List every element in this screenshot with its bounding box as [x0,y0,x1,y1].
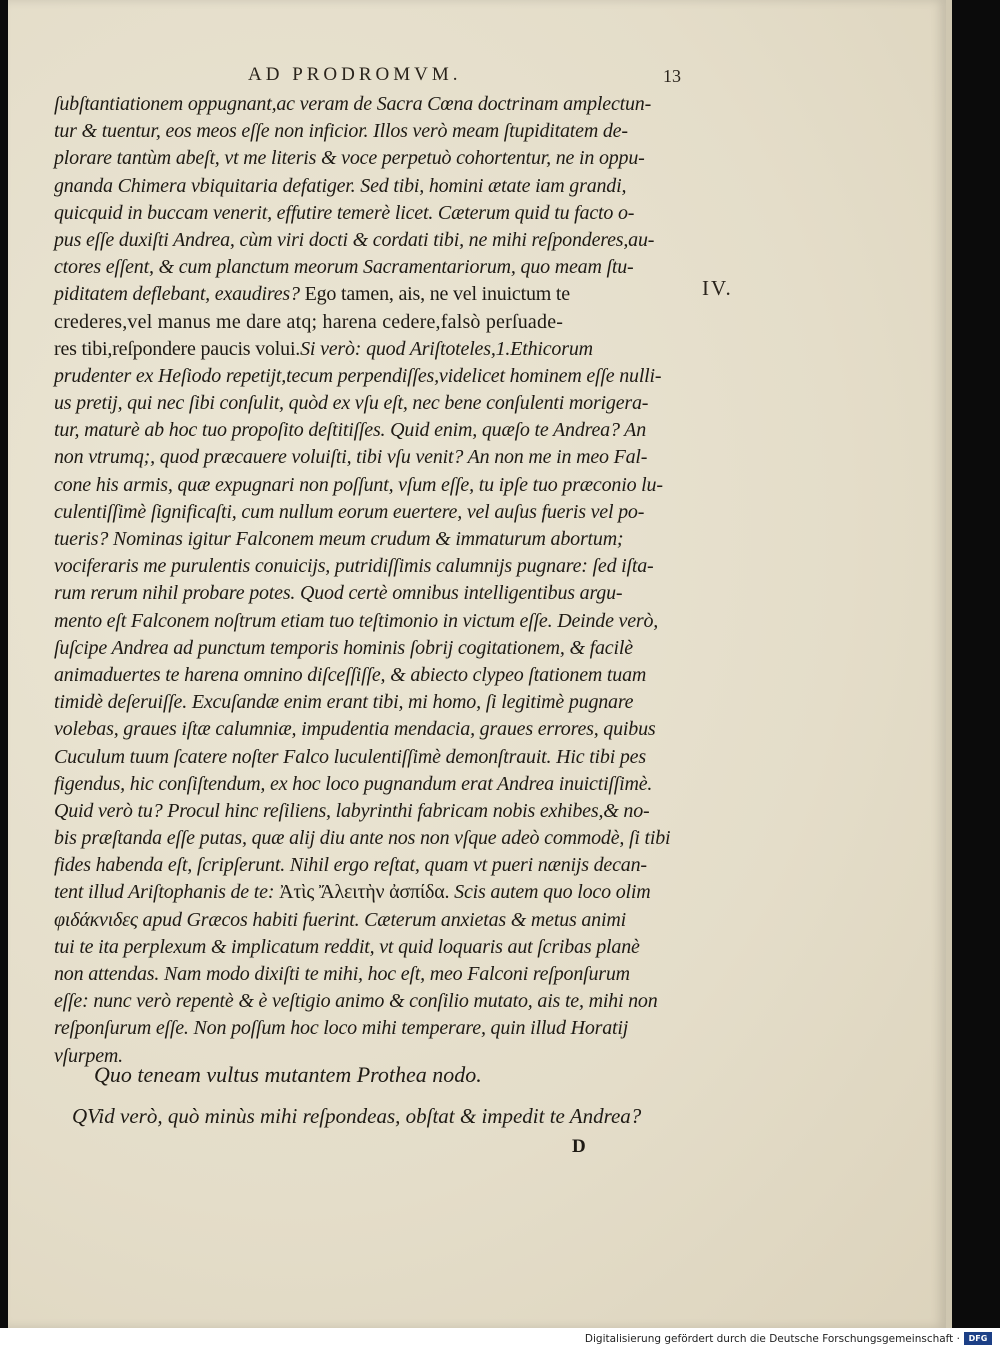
page-edge [946,0,952,1328]
text-line: timidè deſeruiſſe. Excuſandæ enim erant tibi, mi homo, ſi legitimè pugnare [54,691,634,714]
running-head: AD PRODROMVM. [248,64,462,85]
text-line: bis præſtanda eſſe putas, quæ alij diu ante nos non vſque adeò commodè, ſi tibi [54,827,671,850]
dfg-logo: DFG [964,1332,992,1345]
text-line: tui te ita perplexum & implicatum reddit, vt quid loquaris aut ſcribas planè [54,935,640,958]
text-line: Quid verò tu? Procul hinc reſiliens, labyrinthi fabricam nobis exhibes,& no- [54,799,650,822]
text-line: quicquid in buccam venerit, effutire temerè licet. Cæterum quid tu facto o- [54,201,635,224]
text-line: animaduertes te harena omnino diſceſſiſſe, & abiecto clypeo ſtationem tuam [54,663,647,686]
text-line: culentiſſimè ſignificaſti, cum nullum eorum euertere, vel auſus fueris vel po- [54,500,645,523]
text-line: volebas, graues iſtæ calumniæ, impudentia mendacia, graues errores, quibus [54,718,656,741]
text-line: cone his armis, quæ expugnari non poſſunt, vſum eſſe, tu ipſe tuo præconio lu- [54,473,663,496]
text-line: tueris? Nominas igitur Falconem meum crudum & immaturum abortum; [54,528,624,550]
text-segment: Si verò: quod Ariſtoteles,1.Ethicorum [300,337,593,360]
text-segment-roman: res tibi,reſpondere paucis volui. [54,337,301,360]
text-line: reſponſurum eſſe. Non poſſum hoc loco mihi temperare, quin illud Horatij [54,1017,629,1040]
text-segment: tent illud Ariſtophanis de te: [54,881,275,904]
text-line: tur & tuentur, eos meos eſſe non inficior. Illos verò meam ſtupiditatem de- [54,120,628,143]
text-line: ſubſtantiationem oppugnant,ac veram de Sacra Cœna doctrinam amplectun- [54,93,652,115]
text-line: ctores eſſent, & cum planctum meorum Sacramentariorum, quo meam ſtu- [54,256,634,279]
text-line [54,336,694,363]
page-number: 13 [663,66,681,86]
book-page [8,0,946,1328]
text-line: tur, maturè ab hoc tuo propoſito deſtitiſſes. Quid enim, quæſo te Andrea? An [54,419,646,442]
text-line: φιδάκνιδες apud Græcos habiti fuerint. Cæterum anxietas & metus animi [54,908,626,931]
text-segment: Scis autem quo loco olim [454,881,651,904]
text-line: vſurpem. [54,1044,123,1067]
text-line: non attendas. Nam modo dixiſti te mihi, hoc eſt, meo Falconi reſponſurum [54,963,630,985]
text-line [54,879,694,906]
greek-quote: Ἀτὶς Ἄλειτὴν ἀσπίδα. [279,881,450,904]
text-line: plorare tantùm abeſt, vt me literis & voce perpetuò cohortentur, ne in oppu- [54,147,645,170]
text-segment-roman: Ego tamen, ais, ne vel inuictum te [304,283,570,306]
text-line: mento eſt Falconem noſtrum etiam tuo teſtimonio in victum eſſe. Deinde verò, [54,609,659,632]
funding-credit: Digitalisierung gefördert durch die Deutsche Forschungsgemeinschaft · [584,1333,960,1345]
marginal-section-number: IV. [702,276,733,300]
signature-mark: D [572,1136,586,1157]
text-line: pus eſſe duxiſti Andrea, cùm viri docti & cordati tibi, ne mihi reſponderes,au- [54,228,655,251]
text-line [54,281,694,308]
text-line: eſſe: nunc verò repentè & è veſtigio animo & conſilio mutato, ais te, mihi non [54,990,658,1013]
text-line: us pretij, qui nec ſibi conſulit, quòd ex vſu eſt, nec bene conſulenti morigera- [54,392,649,415]
funding-credit-text: Digitalisierung gefördert durch die Deutsche Forschungsgemeinschaft [584,1333,954,1345]
text-line: vociferaris me purulentis conuicijs, putridiſſimis calumnijs pugnare: ſed iſta- [54,555,654,578]
body-text [54,91,694,1070]
text-line: figendus, hic conſiſtendum, ex hoc loco pugnandum erat Andrea inuictiſſimè. [54,772,653,795]
text-line: rum rerum nihil probare potes. Quod certè omnibus intelligentibus argu- [54,582,623,605]
text-segment: piditatem deflebant, exaudires? [54,283,300,306]
text-line: crederes,vel manus me dare atq; harena cedere,falsò perſuade- [54,310,564,333]
text-line: Cuculum tuum ſcatere noſter Falco luculentiſſimè demonſtrauit. Hic tibi pes [54,745,646,768]
paragraph-opening: QVid verò, quò minùs mihi reſpondeas, obſtat & impedit te Andrea? [72,1104,642,1128]
text-line: ſuſcipe Andrea ad punctum temporis hominis ſobrij cogitationem, & facilè [54,636,633,659]
text-line: gnanda Chimera vbiquitaria defatiger. Sed tibi, homini ætate iam grandi, [54,174,627,197]
text-line: fides habenda eſt, ſcripſerunt. Nihil ergo reſtat, quam vt pueri nænijs decan- [54,854,647,877]
text-line: prudenter ex Heſiodo repetijt,tecum perpendiſſes,videlicet hominem eſſe nulli- [54,364,662,387]
horace-verse-quote: Quo teneam vultus mutantem Prothea nodo. [94,1062,482,1087]
text-line: non vtrumq;, quod præcauere voluiſti, tibi vſu venit? An non me in meo Fal- [54,446,648,469]
